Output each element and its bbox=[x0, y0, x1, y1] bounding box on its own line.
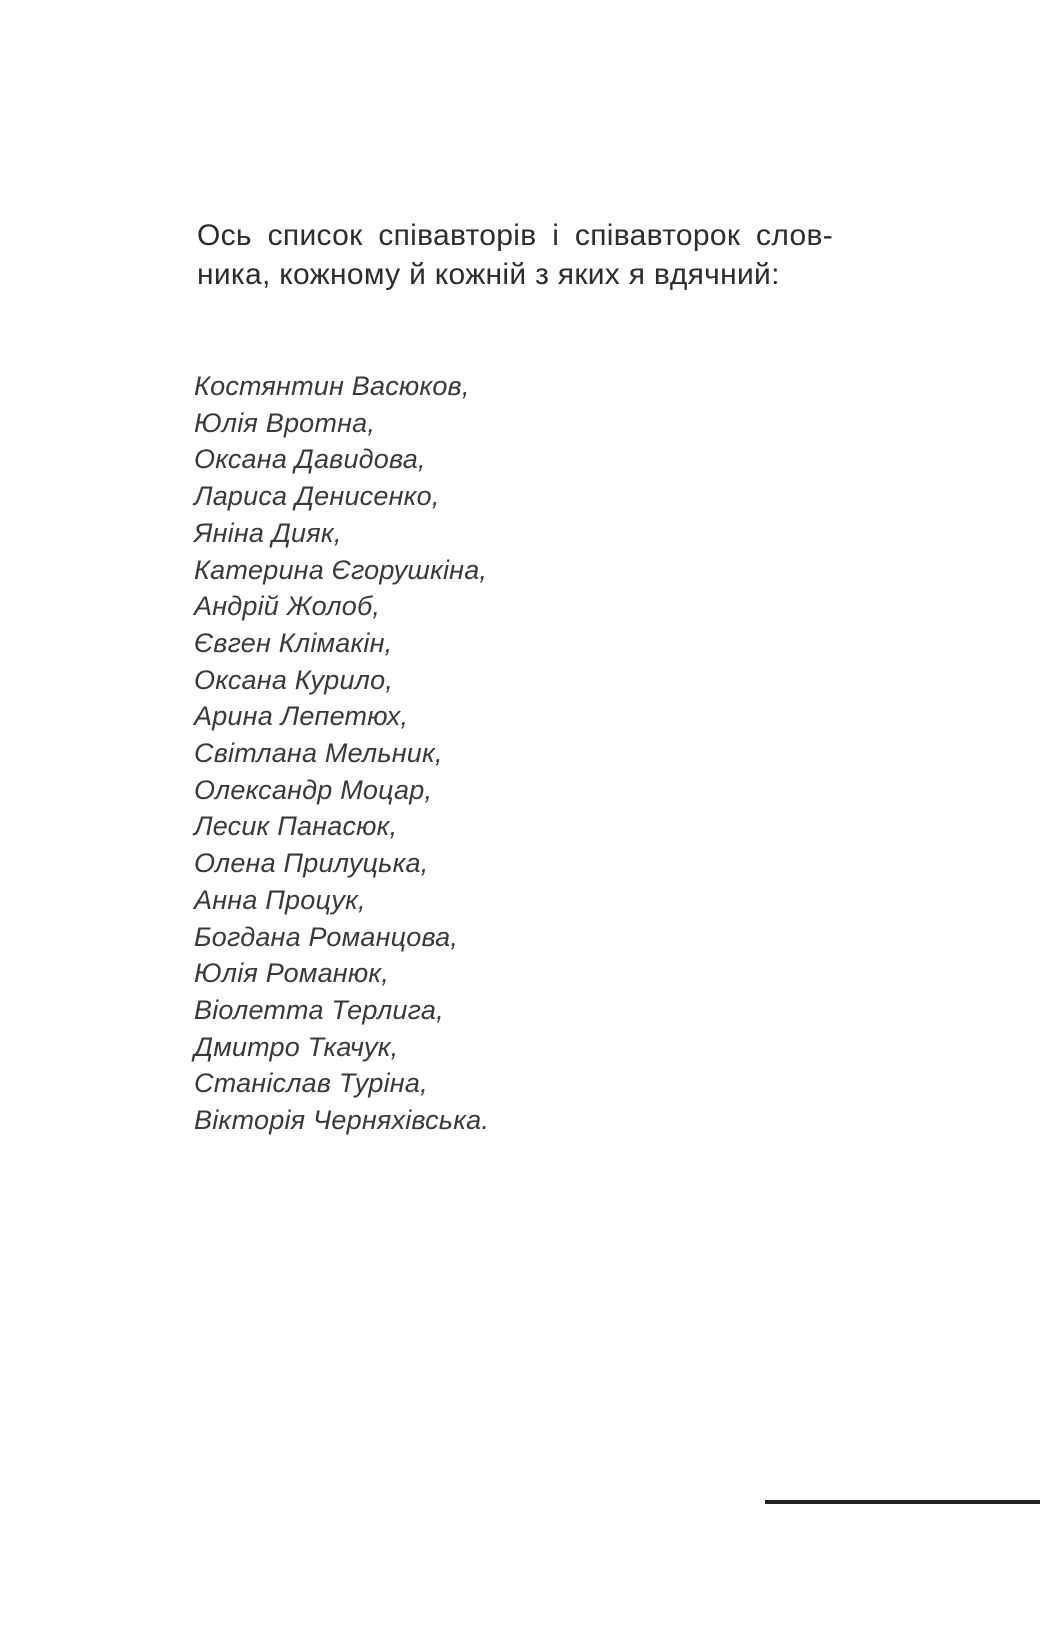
list-item: Костянтин Васюков, bbox=[194, 371, 470, 401]
list-item: Дмитро Ткачук, bbox=[194, 1031, 399, 1062]
list-item: Андрій Жолоб, bbox=[194, 591, 381, 622]
list-item: Юлія Романюк, bbox=[194, 958, 390, 989]
list-item: Віолетта Терлига, bbox=[194, 994, 444, 1025]
list-item: Олена Прилуцька, bbox=[194, 848, 429, 879]
intro-line-1: Ось список співавторів і співавторок слов- bbox=[197, 219, 833, 252]
acknowledgment-intro bbox=[197, 216, 833, 294]
list-item: Лесик Панасюк, bbox=[194, 811, 398, 842]
list-item: Вікторія Черняхівська. bbox=[194, 1105, 490, 1136]
list-item: Олександр Моцар, bbox=[194, 774, 433, 805]
footer-rule bbox=[765, 1500, 1040, 1504]
list-item: Богдана Романцова, bbox=[194, 921, 459, 952]
intro-line-2: ника, кожному й кожній з яких я вдячний: bbox=[197, 258, 780, 291]
list-item: Світлана Мельник, bbox=[194, 738, 443, 769]
list-item: Оксана Курило, bbox=[194, 664, 394, 695]
list-item: Євген Клімакін, bbox=[194, 627, 393, 658]
contributors-list bbox=[194, 368, 834, 1139]
list-item: Катерина Єгорушкіна, bbox=[194, 554, 488, 585]
list-item: Станіслав Туріна, bbox=[194, 1068, 428, 1099]
list-item: Анна Процук, bbox=[194, 884, 366, 915]
list-item: Яніна Дияк, bbox=[194, 517, 342, 548]
list-item: Лариса Денисенко, bbox=[194, 481, 440, 512]
list-item: Арина Лепетюх, bbox=[194, 701, 409, 732]
list-item: Юлія Вротна, bbox=[194, 407, 376, 438]
list-item: Оксана Давидова, bbox=[194, 444, 426, 475]
